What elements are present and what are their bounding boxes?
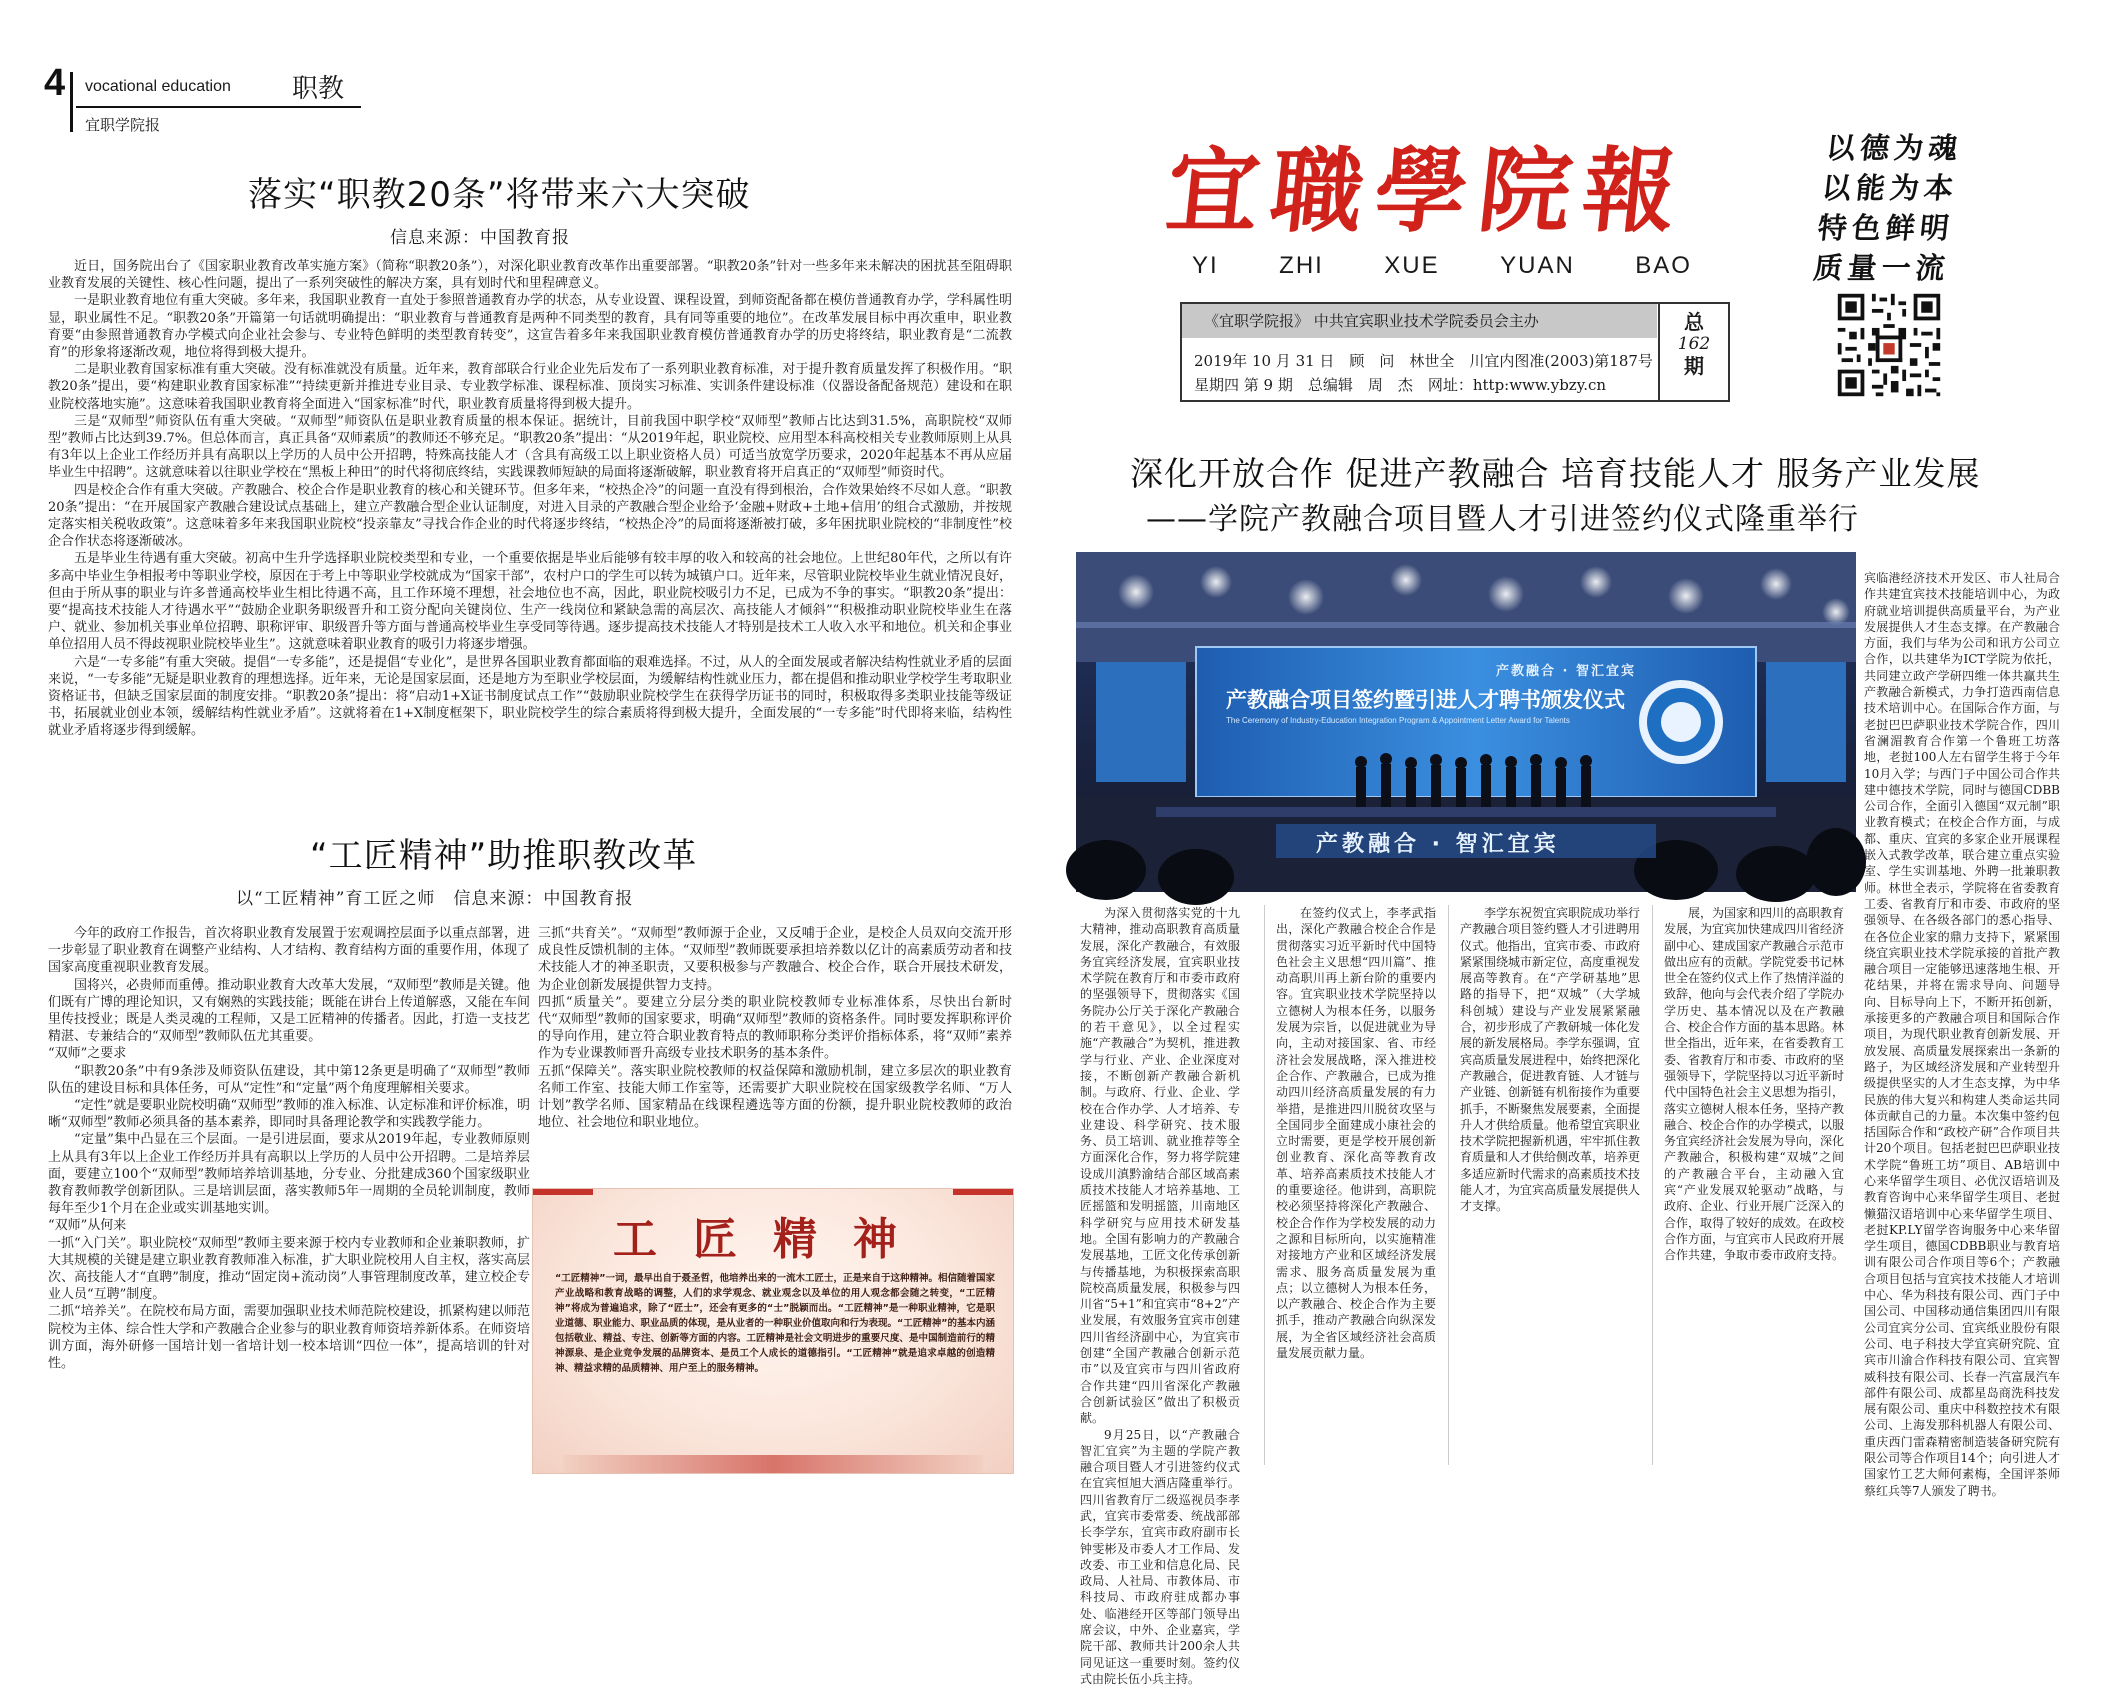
article2-paragraph: 一抓“入门关”。职业院校“双师型”教师主要来源于校内专业教师和企业兼职教师，扩大其规模的关键是建立职业教育教师准入标准，扩大职业院校用人自主权，落实高层次、高技能人才“直聘”制度，推动“固定岗+流动岗”人事管理制度改革，建立校企专业人员“互聘”制度。 [48,1235,530,1304]
main-article-paragraph: 宾临港经济技术开发区、市人社局合作共建宜宾技术技能培训中心，为政府就业培训提供高质量平台，为产业发展提供人才生态支撑。在产教融合方面，我们与华为公司和讯方公司立合作，以共建华为ICT学院为依托，共同建立政产学研四维一体共赢共生产教融合新模式，力争打造西南信息技术培训中心。在国际合作方面，与老挝巴巴萨职业技术学院合作，四川省澜湄教育合作第一个鲁班工坊落地，老挝100人左右留学生将于今年10月入学；与西门子中国公司合作共建中德技术学院，同时与德国CDBB公司合作，全面引入德国“双元制”职业教育模式；在校企合作方面，与成都、重庆、宜宾的多家企业开展课程嵌入式教学改革，联合建立重点实验室、学生实训基地、外聘一批兼职教师。林世全表示，学院将在省委教育工委、省教育厅和市委、市政府的坚强领导、在各级各部门的悉心指导、在各位企业家的鼎力支持下，紧紧围绕宜宾职业技术学院承接的首批产教融合项目一定能够迅速落地生根、开花结果，并将在需求导向、问题导向、目标导向上下，不断开拓创新，承接更多的产教融合项目和国际合作项目，为现代职业教育创新发展、开放发展、高质量发展探索出一条新的路子，为区域经济发展和产业转型升级提供坚实的人才生态支撑，为中华民族的伟大复兴和构建人类命运共同体贡献自己的力量。本次集中签约包括国际合作和“政校产研”合作项目共计20个项目。包括老挝巴巴萨职业技术学院“鲁班工坊”项目、AB培训中心来华留学生项目、必优汉语培训及教育咨询中心来华留学生项目、老挝懒猫汉语培训中心来华留学生项目、老挝KP.LY留学咨询服务中心来华留学生项目，德国CDBB职业与教育培训有限公司合作项目等6个；产教融合项目包括与宜宾技术技能人才培训中心、华为科技有限公司、西门子中国公司、中国移动通信集团四川有限公司宜宾分公司、宜宾纸业股份有限公司、电子科技大学宜宾研究院、宜宾市川渝合作科技有限公司、宜宾智威科技有限公司、长春一汽富晟汽车部件有限公司、成都星岛商洗科技发展有限公司、重庆中科数控技术有限公司、上海发那科机器人有限公司、重庆西门雷森精密制造装备研究院有限公司等合作项目14个；向引进人才国家竹工艺大师何素梅，全国评茶师蔡红兵等7人颁发了聘书。 [1864,570,2060,1499]
article2-paragraph: 三抓“共育关”。“双师型”教师源于企业，又反哺于企业，是校企人员双向交流开形成良性反馈机制的主体。“双师型”教师既要承担培养数以亿计的高素质劳动者和技术技能人才的神圣职责，又要积极参与产教融合、校企合作，联合开展技术研发，为企业创新发展提供智力支持。 [538,925,1012,994]
total-issue-box [1658,304,1728,400]
article2-paragraph: 国将兴，必贵师而重傅。推动职业教育大改革大发展，“双师型”教师是关键。他们既有广博的理论知识，又有娴熟的实践技能；既能在讲台上传道解惑，又能在车间里传技授业；既是人类灵魂的工程师，又是工匠精神的传播者。因此，打造一支技艺精湛、专兼结合的“双师型”教师队伍尤其重要。 [48,977,530,1046]
issue-label-bottom: 期 [1660,354,1728,378]
article1-source: 信息来源：中国教育报 [390,223,570,248]
article2-subtitle: 以“工匠精神”育工匠之师 信息来源：中国教育报 [236,884,633,909]
main-article-column-2 [1276,905,1436,1465]
article1-paragraph: 五是毕业生待遇有重大突破。初高中生升学选择职业院校类型和专业，一个重要依据是毕业后能够有较丰厚的收入和较高的社会地位。上世纪80年代，之所以有许多高中毕业生争相报考中等职业学校，原因在于考上中等职业学校就成为“国家干部”，农村户口的学生可以转为城镇户口。近年来，尽管职业院校毕业生就业情况良好，但由于所从事的职业与许多普通高校毕业生相比待遇不高，且工作环境不理想，社会地位也不高，因此，职业院校吸引力不足，已成为不争的事实。“职教20条”提出：要“提高技术技能人才待遇水平”“鼓励企业职务职级晋升和工资分配向关键岗位、生产一线岗位和紧缺急需的高层次、高技能人才倾斜”“积极推动职业院校毕业生在落户、就业、参加机关事业单位招聘、职称评审、职级晋升等方面与普通高校毕业生享受同等待遇。逐步提高技术技能人才特别是技术工人收入水平和地位。机关和企事业单位招用人员不得歧视职业院校毕业生”。这就意味着职业教育的吸引力将逐步增强。 [48,550,1012,653]
header-divider-horizontal [76,106,361,108]
article2-paragraph: 五抓“保障关”。落实职业院校教师的权益保障和激励机制，建立多层次的职业教育名师工作室、技能大师工作室等，还需要扩大职业院校在国家级教学名师、“万人计划”教学名师、国家精品在线课程遴选等方面的份额，提升职业院校教师的政治地位、社会地位和职业地位。 [538,1063,1012,1132]
pinyin-syllable: YUAN [1500,252,1575,280]
article1-title: 落实“职教20条”将带来六大突破 [248,167,751,216]
article1-paragraph: 近日，国务院出台了《国家职业教育改革实施方案》（简称“职教20条”），对深化职业教育改革作出重要部署。“职教20条”针对一些多年来未解决的困扰甚至阻碍职业教育发展的关键性、核心性问题，提出了一系列突破性的解决方案，具有划时代和里程碑意义。 [48,258,1012,292]
article2-paragraph: “定量”集中凸显在三个层面。一是引进层面，要求从2019年起，专业教师原则上从具有3年以上企业工作经历并具有高职以上学历的人员中公开招聘。二是培养层面，要建立100个“双师型”教师培养培训基地，分专业、分批建成360个国家级职业教育教师教学创新团队。三是培训层面，落实教师5年一周期的全员轮训制度，教师每年至少1个月在企业或实训基地实训。 [48,1131,530,1217]
article2-paragraph: 二抓“培养关”。在院校布局方面，需要加强职业技术师范院校建设，抓紧构建以师范院校为主体、综合性大学和产教融合企业参与的职业教育师资培养新体系。在师资培训方面，海外研修一国培计划一省培计划一校本培训“四位一体”，提高培训的针对性。 [48,1303,530,1372]
section-name-cn: 职教 [292,68,344,105]
article2-paragraph: 今年的政府工作报告，首次将职业教育发展置于宏观调控层面予以重点部署，进一步彰显了职业教育在调整产业结构、人才结构、教育结构方面的重要作用，体现了国家高度重视职业教育发展。 [48,925,530,977]
weekday-editor-line: 星期四 第 9 期 总编辑 周 杰 网址：http:www.ybzy.cn [1194,374,1606,395]
paper-name-small: 宜职学院报 [85,114,160,135]
poster-title: 工匠精神 [533,1203,1013,1267]
article1-paragraph: 二是职业教育国家标准有重大突破。没有标准就没有质量。近年来，教育部联合行业企业先后发布了一系列职业教育标准，对于提升教育质量发挥了积极作用。“职教20条”提出，要“构建职业教育国家标准”“持续更新并推进专业目录、专业教学标准、课程标准、顶岗实习标准、实训条件建设标准（仪器设备配备规范）建设和在职业院校落地实施”。这意味着我国职业教育将全面进入“国家标准”时代，职业教育质量将得到极大提升。 [48,361,1012,413]
article2-column-2 [538,925,1012,1225]
issue-info-box [1180,302,1730,402]
main-article-subtitle: ——学院产教融合项目暨人才引进签约仪式隆重举行 [1146,494,1859,538]
issue-label-top: 总 [1660,310,1728,334]
pinyin-syllable: ZHI [1279,252,1324,280]
photo-banner-title: 产教融合项目签约暨引进人才聘书颁发仪式 [1226,684,1625,714]
main-article-side-column [1864,570,2060,1460]
photo-banner-en: The Ceremony of Industry-Education Integration Program & Appointment Letter Award for Talents [1226,716,1626,725]
section-name-en: vocational education [85,78,231,96]
ceremony-photo [1076,552,1856,892]
column-divider [1448,905,1449,1465]
craftsman-spirit-poster [532,1188,1014,1474]
pinyin-syllable: BAO [1635,252,1692,280]
article2-title: “工匠精神”助推职教改革 [310,828,697,877]
article2-paragraph: 四抓“质量关”。要建立分层分类的职业院校教师专业标准体系，尽快出台新时代“双师型”教师的国家要求，明确“双师型”教师的资格条件。同时要发挥职称评价的导向作用，建立符合职业教育特点的教师职称分类评价指标体系，将“双师”素养作为专业课教师晋升高级专业技术职务的基本条件。 [538,994,1012,1063]
article1-paragraph: 六是“一专多能”有重大突破。提倡“一专多能”，还是提倡“专业化”，是世界各国职业教育都面临的艰难选择。不过，从人的全面发展或者解决结构性就业矛盾的层面来说，“一专多能”无疑是职业教育的理想选择。近年来，无论是国家层面，还是地方为至职业学校层面，为缓解结构性就业压力，都在提倡和推动职业学校学生考取职业资格证书，但缺乏国家层面的制度安排。“职教20条”提出：将“启动1+X证书制度试点工作”“鼓励职业院校学生在获得学历证书的同时，积极取得多类职业技能等级证书，拓展就业创业本领，缓解结构性就业矛盾”。这就将着在1+X制度框架下，职业院校学生的综合素质将得到极大提升，全面发展的“一专多能”时代即将来临，结构性就业矛盾将逐步得到缓解。 [48,654,1012,740]
pinyin-syllable: XUE [1384,252,1439,280]
poster-text: “工匠精神”一词，最早出自于聂圣哲，他培养出来的一流木工匠士，正是来自于这种精神。相信随着国家产业战略和教育战略的调整，人们的求学观念、就业观念以及单位的用人观念都会随之转变，“工匠精神”将成为普遍追求，除了“匠士”，还会有更多的“士”脱颖而出。“工匠精神”是一种职业精神，它是职业道德、职业能力、职业品质的体现，是从业者的一种职业价值取向和行为表现。“工匠精神”的基本内涵包括敬业、精益、专注、创新等方面的内容。工匠精神是社会文明进步的重要尺度、是中国制造前行的精神源泉、是企业竞争发展的品牌资本、是员工个人成长的道德指引。“工匠精神”就是追求卓越的创造精神、精益求精的品质精神、用户至上的服务精神。 [555,1271,995,1376]
column-divider [1264,905,1265,1465]
issue-number: 162 [1660,334,1728,354]
motto-line: 质量一流 [1812,248,1952,288]
article1-body [48,258,1012,808]
qr-code-icon[interactable] [1834,290,1944,400]
photo-banner-small: 产教融合 · 智汇宜宾 [1496,660,1636,679]
article2-paragraph: “职教20条”中有9条涉及师资队伍建设，其中第12条更是明确了“双师型”教师队伍的建设目标和具体任务，可从“定性”和“定量”两个角度理解相关要求。 [48,1063,530,1097]
article1-paragraph: 四是校企合作有重大突破。产教融合、校企合作是职业教育的核心和关键环节。但多年来，“校热企冷”的问题一直没有得到根治，合作效果始终不尽如人意。“职教20条”提出：“在开展国家产教融合建设试点基础上，建立产教融合型企业认证制度，对进入目录的产教融合型企业给予‘金融+财政+土地+信用’的组合式激励，并按规定落实相关税收政策”。这意味着多年来我国职业院校“投亲靠友”寻找合作企业的时代将逐步终结，“校热企冷”的局面将逐渐被打破，多年困扰职业院校的“非制度性”校企合作状态将逐渐破冰。 [48,482,1012,551]
masthead-title: 宜職學院報 [1161,118,1695,250]
main-article-paragraph: 9月25日，以“产教融合 智汇宜宾”为主题的学院产教融合项目暨人才引进签约仪式在宜宾恒旭大酒店隆重举行。四川省教育厅二级巡视员李孝武，宜宾市委常委、统战部部长李学东，宜宾市政府副市长钟雯彬及市委人才工作局、发改委、市工业和信息化局、民政局、人社局、市教体局、市科技局、市政府驻成都办事处、临港经开区等部门领导出席会议，中外、企业嘉宾，学院干部、教师共计200余人共同见证这一重要时刻。签约仪式由院长伍小兵主持。 [1080,1427,1240,1687]
main-article-paragraph: 李学东祝贺宜宾职院成功举行产教融合项目签约暨人才引进聘用仪式。他指出，宜宾市委、市政府紧紧围绕城市新定位，高度重视发展高等教育。在“产学研基地”思路的指导下，把“双城”（大学城科创城）建设与产业发展紧紧融合，初步形成了产教研城一体化发展的新发展格局。李学东强调，宜宾高质量发展进程中，始终把深化产教融合，促进教育链、人才链与产业链、创新链有机衔接作为重要抓手，不断聚焦发展要素，全面提升人才供给质量。他希望宜宾职业技术学院把握新机遇，牢牢抓住教育质量和人才供给侧改革，培养更多适应新时代需求的高素质技术技能人才，为宜宾高质量发展提供人才支撑。 [1460,905,1640,1215]
photo-stage-text: 产教融合 · 智汇宜宾 [1316,827,1560,858]
main-article-column-1 [1080,905,1240,1465]
pinyin-syllable: YI [1192,252,1219,280]
page-number: 4 [44,62,65,105]
main-article-paragraph: 在签约仪式上，李孝武指出，深化产教融合校企合作是贯彻落实习近平新时代中国特色社会主义思想“四川篇”、推动高职川再上新台阶的重要内容。宜宾职业技术学院坚持以立德树人为根本任务，以服务发展为宗旨，以促进就业为导向，主动对接国家、省、市经济社会发展战略，深入推进校企合作、产教融合，已成为推动四川经济高质量发展的有力举措，是推进四川脱贫攻坚与全国同步全面建成小康社会的立时需要，更是学校开展创新创业教育、深化高等教育改革、培养高素质技术技能人才的重要途径。他讲到，高职院校必须坚持将深化产教融合、校企合作作为学校发展的动力之源和目标所向，以实施精准对接地方产业和区域经济发展需求、服务高质量发展为重点；以立德树人为根本任务，以产教融合、校企合作为主要抓手，推动产教融合向纵深发展，为全省区域经济社会高质量发展贡献力量。 [1276,905,1436,1361]
date-advisor-line: 2019年 10 月 31 日 顾 问 林世全 川宜内图准(2003)第187号 [1194,350,1653,371]
main-article-title: 深化开放合作 促进产教融合 培育技能人才 服务产业发展 [1130,448,1980,495]
motto-line: 特色鲜明 [1816,208,1956,248]
main-article-paragraph: 为深入贯彻落实党的十九大精神，推动高职教育高质量发展，深化产教融合，有效服务宜宾经济发展，宜宾职业技术学院在教育厅和市委市政府的坚强领导下，贯彻落实《国务院办公厅关于深化产教融合的若干意见》，以全过程实施“产教融合”为契机，推进教学与行业、产业、企业深度对接，不断创新产教融合新机制。与政府、行业、企业、学校在合作办学、人才培养、专业建设、科学研究、技术服务、员工培训、就业推荐等全方面深化合作，努力将学院建设成川滇黔渝结合部区域高素质技术技能人才培养基地、工匠摇篮和发明摇篮，川南地区科学研究与应用技术研发基地。全国有影响力的产教融合发展基地，工匠文化传承创新与传播基地，为积极探索高职院校高质量发展，积极参与四川省“5+1”和宜宾市“8+2”产业发展，有效服务宜宾市创建四川省经济副中心，为宜宾市创建“全国产教融合创新示范市”以及宜宾市与四川省政府合作共建“四川省深化产教融合创新试验区”做出了积极贡献。 [1080,905,1240,1427]
school-motto [1812,128,1965,288]
article2-subheading: “双师”之要求 [48,1045,530,1062]
article2-subheading: “双师”从何来 [48,1217,530,1234]
article2-paragraph: “定性”就是要职业院校明确“双师型”教师的准入标准、认定标准和评价标准，明晰“双师型”教师必须具备的基本素养，即同时具备理论教学和实践教学能力。 [48,1097,530,1131]
publisher-line: 《宜职学院报》 中共宜宾职业技术学院委员会主办 [1182,304,1657,338]
motto-line: 以能为本 [1820,168,1960,208]
header-divider-vertical [70,72,73,132]
column-divider [1652,905,1653,1465]
article1-paragraph: 一是职业教育地位有重大突破。多年来，我国职业教育一直处于参照普通教育办学的状态，从专业设置、课程设置，到师资配备都在模仿普通教育办学，学科属性明显，职业属性不足。“职教20条”开篇第一句话就明确提出：“职业教育与普通教育是两种不同类型的教育，具有同等重要的地位”。在改革发展目标中再次重申，职业教育要“由参照普通教育办学模式向企业社会参与、专业特色鲜明的类型教育转变”，这宣告着多年来我国职业教育模仿普通教育办学的历史将终结，职业教育是“二流教育”的形象将逐渐改观，地位将得到极大提升。 [48,292,1012,361]
main-article-paragraph: 展，为国家和四川的高职教育发展，为宜宾加快建成四川省经济副中心、建成国家产教融合示范市做出应有的贡献。学院党委书记林世全在签约仪式上作了热情洋溢的致辞，他向与会代表介绍了学院办学历史、基本情况以及在产教融合、校企合作方面的基本思路。林世全指出，近年来，在省委教育工委、省教育厅和市委、市政府的坚强领导下，学院坚持以习近平新时代中国特色社会主义思想为指引，落实立德树人根本任务，坚持产教融合、校企合作的办学模式，以服务宜宾经济社会发展为导向，深化产教融合，积极构建“双城”之间的产教融合平台，主动融入宜宾“产业发展双轮驱动”战略，与政府、企业、行业开展广泛深入的合作，取得了较好的成效。在政校合作方面，与宜宾市人民政府开展合作共建，争取市委市政府支持。 [1664,905,1844,1264]
article1-paragraph: 三是“双师型”师资队伍有重大突破。“双师型”师资队伍是职业教育质量的根本保证。据统计，目前我国中职学校“双师型”教师占比达到31.5%，高职院校“双师型”教师占比达到39.7%。但总体而言，真正具备“双师素质”的教师还不够充足。“职教20条”提出：“从2019年起，职业院校、应用型本科高校相关专业教师原则上从具有3年以上企业工作经历并具有高职以上学历的人员中公开招聘，特殊高技能人才（含具有高级工以上职业资格人员）可适当放宽学历要求，2020年起基本不再从应届毕业生中招聘”。这就意味着以往职业学校在“黑板上种田”的时代将彻底终结，实践课教师短缺的局面将逐渐破解，职业教育将开启真正的“双师型”师资时代。 [48,413,1012,482]
main-article-column-4 [1664,905,1844,1465]
main-article-column-3 [1460,905,1640,1465]
motto-line: 以德为魂 [1824,128,1964,168]
masthead-pinyin [1192,252,1692,280]
article2-column-1 [48,925,530,1468]
